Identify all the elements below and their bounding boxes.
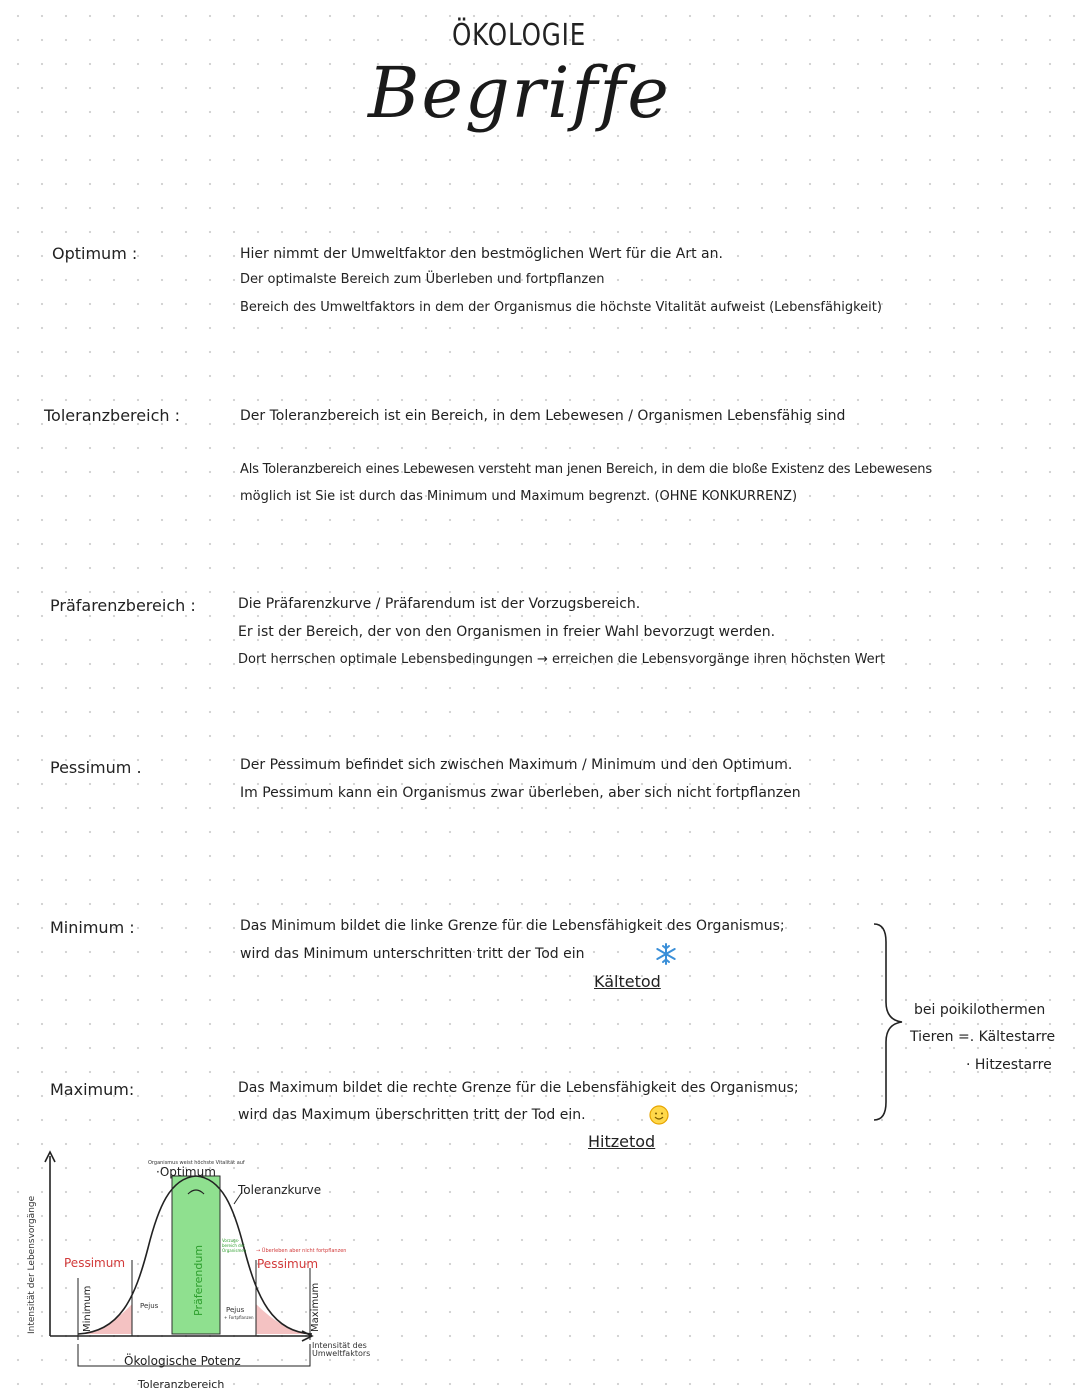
optimum-label: ·Optimum bbox=[156, 1165, 216, 1179]
toleranz-line-1: Der Toleranzbereich ist ein Bereich, in dem Lebewesen / Organismen Lebensfähig sind bbox=[240, 408, 846, 424]
pejus-right-note: + Fortpflanzen bbox=[224, 1315, 254, 1320]
praeferenz-line-1: Die Präfarenzkurve / Präfarendum ist der Vorzugsbereich. bbox=[238, 596, 641, 612]
maximum-axis-label: Maximum bbox=[310, 1282, 321, 1332]
pessimum-left-label: Pessimum bbox=[64, 1256, 126, 1270]
optimum-line-1: Hier nimmt der Umweltfaktor den bestmöglichen Wert für die Art an. bbox=[240, 246, 723, 262]
term-toleranzbereich: Toleranzbereich : bbox=[44, 406, 180, 425]
praeferendum-note-2: bereich der bbox=[222, 1243, 245, 1248]
pessimum-line-1: Der Pessimum befindet sich zwischen Maximum / Minimum und den Optimum. bbox=[240, 757, 793, 773]
term-maximum: Maximum: bbox=[50, 1080, 135, 1099]
oekologische-potenz-label: Ökologische Potenz bbox=[124, 1354, 241, 1368]
curly-brace bbox=[870, 920, 910, 1125]
caption-hitzetod: Hitzetod bbox=[588, 1132, 656, 1151]
praeferendum-label: Präferendum bbox=[192, 1244, 205, 1316]
pejus-left-label: Pejus bbox=[140, 1302, 159, 1310]
sun-icon bbox=[648, 1104, 670, 1126]
term-pessimum: Pessimum . bbox=[50, 758, 142, 777]
brace-note-line-1: bei poikilothermen bbox=[914, 1002, 1046, 1018]
x-axis-label-1: Intensität des bbox=[312, 1341, 367, 1350]
x-axis-label-2: Umweltfaktors bbox=[312, 1349, 371, 1358]
minimum-line-1: Das Minimum bildet die linke Grenze für die Lebensfähigkeit des Organismus; bbox=[240, 918, 785, 934]
praeferenz-line-2: Er ist der Bereich, der von den Organismen in freier Wahl bevorzugt werden. bbox=[238, 624, 776, 640]
optimum-note: Organismus weist höchste Vitalität auf bbox=[148, 1160, 245, 1166]
brace-note-line-3: · Hitzestarre bbox=[966, 1057, 1052, 1073]
pessimum-line-2: Im Pessimum kann ein Organismus zwar überleben, aber sich nicht fortpflanzen bbox=[240, 785, 801, 801]
optimum-line-2: Der optimalste Bereich zum Überleben und fortpflanzen bbox=[240, 272, 605, 287]
toleranzbereich-label: Toleranzbereich bbox=[138, 1378, 225, 1391]
minimum-axis-label: Minimum bbox=[82, 1285, 93, 1332]
y-axis-label: Intensität der Lebensvorgänge bbox=[27, 1195, 37, 1334]
toleranzkurve-label: Toleranzkurve bbox=[238, 1183, 322, 1197]
toleranz-line-3: möglich ist Sie ist durch das Minimum und Maximum begrenzt. (OHNE KONKURRENZ) bbox=[240, 489, 798, 504]
pessimum-right-area bbox=[256, 1304, 308, 1334]
maximum-line-2: wird das Maximum überschritten tritt der Tod ein. bbox=[238, 1107, 586, 1123]
toleranz-line-2: Als Toleranzbereich eines Lebewesen versteht man jenen Bereich, in dem die bloße Existenz des Lebewesens bbox=[240, 462, 932, 477]
snowflake-icon bbox=[654, 942, 678, 966]
pessimum-right-note: → Überleben aber nicht fortpflanzen bbox=[256, 1248, 347, 1254]
optimum-line-3: Bereich des Umweltfaktors in dem der Organismus die höchste Vitalität aufweist (Lebensfähigkeit) bbox=[240, 300, 882, 315]
term-minimum: Minimum : bbox=[50, 918, 135, 937]
minimum-line-2: wird das Minimum unterschritten tritt der Tod ein bbox=[240, 946, 585, 962]
term-praeferenzbereich: Präfarenzbereich : bbox=[50, 596, 196, 615]
page-title: Begriffe bbox=[368, 52, 671, 134]
praeferenz-line-3: Dort herrschen optimale Lebensbedingungen → erreichen die Lebensvorgänge ihren höchsten Wert bbox=[238, 652, 886, 667]
tolerance-diagram bbox=[20, 1148, 400, 1394]
caption-kaeltetod: Kältetod bbox=[594, 972, 661, 991]
praeferendum-note-3: Organismen bbox=[222, 1248, 247, 1253]
term-optimum: Optimum : bbox=[52, 244, 138, 263]
pessimum-right-label: Pessimum bbox=[257, 1257, 319, 1271]
praeferendum-note-1: Vorzugs- bbox=[222, 1238, 240, 1243]
maximum-line-1: Das Maximum bildet die rechte Grenze für die Lebensfähigkeit des Organismus; bbox=[238, 1080, 799, 1096]
subject-heading: ÖKOLOGIE bbox=[452, 18, 587, 53]
pejus-right-label: Pejus bbox=[226, 1306, 245, 1314]
brace-note-line-2: Tieren =. Kältestarre bbox=[910, 1029, 1056, 1045]
